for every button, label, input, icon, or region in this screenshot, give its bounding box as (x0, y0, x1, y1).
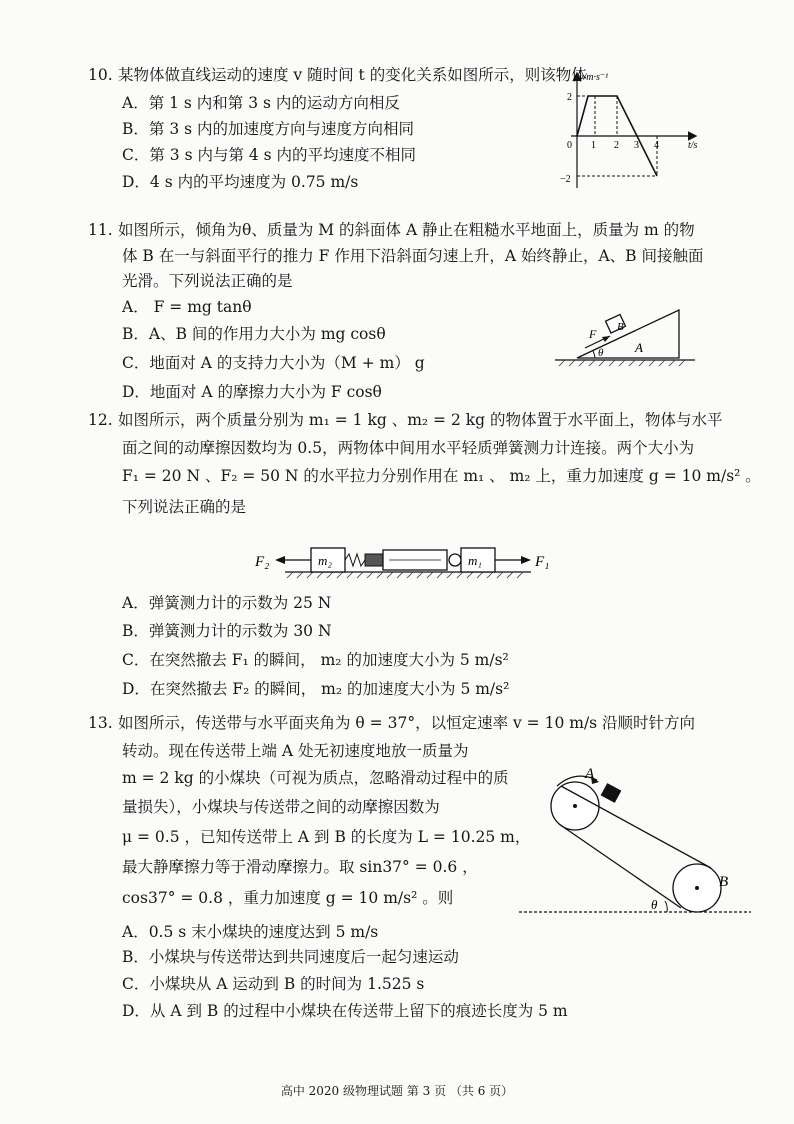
q11-label-f: F (589, 327, 597, 341)
q13-conveyor-figure (515, 756, 755, 916)
q13-stem-line-6: 最大静摩擦力等于滑动摩擦力。取 sin37° = 0.6 ， (122, 858, 478, 876)
q10-ytick-2: 2 (567, 92, 572, 103)
q13-top-pulley-axle (573, 804, 577, 808)
q12-label-f2: F₂ (255, 554, 270, 570)
q12-spring (345, 554, 365, 566)
q13-stem-line-3: m = 2 kg 的小煤块（可视为质点，忽略滑动过程中的质 (122, 769, 509, 787)
q10-origin: 0 (567, 140, 572, 151)
q12-stem-line-4: 下列说法正确的是 (122, 498, 247, 516)
q12-label-f1: F₁ (535, 554, 550, 570)
q13-label-a: A (585, 766, 595, 782)
q10-option-a: A．第 1 s 内和第 3 s 内的运动方向相反 (122, 94, 400, 112)
q13-stem-line-2: 转动。现在传送带上端 A 处无初速度地放一质量为 (122, 742, 469, 760)
q12-option-c: C．在突然撤去 F₁ 的瞬间， m₂ 的加速度大小为 5 m/s² (122, 651, 509, 669)
q13-option-d: D．从 A 到 B 的过程中小煤块在传送带上留下的痕迹长度为 5 m (122, 1002, 568, 1020)
q13-bottom-pulley-axle (695, 886, 699, 890)
q12-spring-figure (255, 536, 565, 582)
q12-scale-hook (365, 554, 383, 566)
q11-label-b: B (617, 321, 624, 333)
q12-f1-arrowhead (521, 556, 531, 564)
q11-stem-line-2: 体 B 在一与斜面平行的推力 F 作用下沿斜面匀速上升，A 始终静止，A、B 间接触面 (122, 247, 704, 265)
q13-label-b: B (719, 874, 729, 890)
q10-option-b: B．第 3 s 内的加速度方向与速度方向相同 (122, 120, 414, 138)
q13-belt-bottom (559, 824, 681, 908)
q11-force-arrowhead (602, 336, 610, 342)
q13-label-theta: θ (651, 897, 658, 912)
q11-angle-arc (593, 351, 595, 358)
q13-stem-line-4: 量损失），小煤块与传送带之间的动摩擦因数为 (122, 798, 440, 816)
q12-option-d: D．在突然撤去 F₂ 的瞬间， m₂ 的加速度大小为 5 m/s² (122, 680, 510, 698)
q13-number: 13. (88, 714, 113, 732)
q13-angle-arc (665, 901, 667, 912)
q11-stem-line-1: 如图所示，倾角为θ、质量为 M 的斜面体 A 静止在粗糙水平地面上，质量为 m 的物 (118, 221, 695, 239)
q11-option-c: C．地面对 A 的支持力大小为（M + m） g (122, 354, 425, 372)
q13-stem-line-1: 如图所示，传送带与水平面夹角为 θ = 37°，以恒定速率 v = 10 m/s 沿顺时针方向 (118, 714, 696, 732)
q10-number: 10. (88, 66, 113, 84)
q13-option-c: C．小煤块从 A 运动到 B 的时间为 1.525 s (122, 975, 425, 993)
q11-option-a: A． F = mg tanθ (122, 298, 252, 316)
q12-label-m2: m₂ (318, 553, 332, 568)
q12-stem-line-2: 面之间的动摩擦因数均为 0.5，两物体中间用水平轻质弹簧测力计连接。两个大小为 (122, 439, 695, 457)
q11-number: 11. (88, 221, 113, 239)
q10-option-c: C．第 3 s 内与第 4 s 内的平均速度不相同 (122, 146, 417, 164)
q10-vt-graph (555, 66, 715, 196)
q11-incline-figure (555, 300, 695, 370)
q10-stem: 某物体做直线运动的速度 v 随时间 t 的变化关系如图所示，则该物体 (118, 66, 587, 84)
q12-stem-line-1: 如图所示，两个质量分别为 m₁ = 1 kg 、m₂ = 2 kg 的物体置于水平面上，物体与水平 (118, 411, 723, 429)
q12-f2-arrowhead (275, 556, 285, 564)
q11-ground-hatch (559, 360, 685, 366)
q12-option-b: B．弹簧测力计的示数为 30 N (122, 622, 332, 640)
q13-option-b: B．小煤块与传送带达到共同速度后一起匀速运动 (122, 948, 459, 966)
q10-xtick-4: 4 (654, 140, 659, 151)
q11-label-a: A (635, 340, 643, 355)
q13-stem-line-7: cos37° = 0.8 ，重力加速度 g = 10 m/s² 。则 (122, 889, 454, 907)
q13-stem-line-5: μ = 0.5 ，已知传送带上 A 到 B 的长度为 L = 10.25 m， (122, 828, 531, 846)
q11-label-theta: θ (598, 347, 604, 359)
q10-y-label: v/m·s⁻¹ (579, 72, 609, 83)
q12-ground-hatch (287, 572, 523, 578)
q10-ytick-neg2: −2 (560, 174, 571, 185)
q11-option-b: B．A、B 间的作用力大小为 mg cosθ (122, 325, 386, 343)
q12-stem-line-3: F₁ = 20 N 、F₂ = 50 N 的水平拉力分别作用在 m₁ 、 m₂ 上，重力加速度 g = 10 m/s² 。 (122, 467, 761, 485)
page-footer: 高中 2020 级物理试题 第 3 页 （共 6 页） (280, 1084, 514, 1098)
q10-xtick-2: 2 (614, 140, 619, 151)
q10-x-label: t/s (688, 140, 698, 151)
q12-label-m1: m₁ (468, 553, 482, 568)
q11-stem-line-3: 光滑。下列说法正确的是 (122, 272, 293, 290)
q10-option-d: D．4 s 内的平均速度为 0.75 m/s (122, 173, 359, 191)
q13-option-a: A．0.5 s 末小煤块的速度达到 5 m/s (122, 923, 379, 941)
q11-option-d: D．地面对 A 的摩擦力大小为 F cosθ (122, 383, 382, 401)
q13-coal-block (601, 783, 622, 803)
q12-scale-ring (449, 554, 461, 566)
q10-xtick-1: 1 (591, 140, 596, 151)
q12-number: 12. (88, 411, 113, 429)
q12-option-a: A．弹簧测力计的示数为 25 N (122, 594, 332, 612)
q10-xtick-3: 3 (634, 140, 639, 151)
